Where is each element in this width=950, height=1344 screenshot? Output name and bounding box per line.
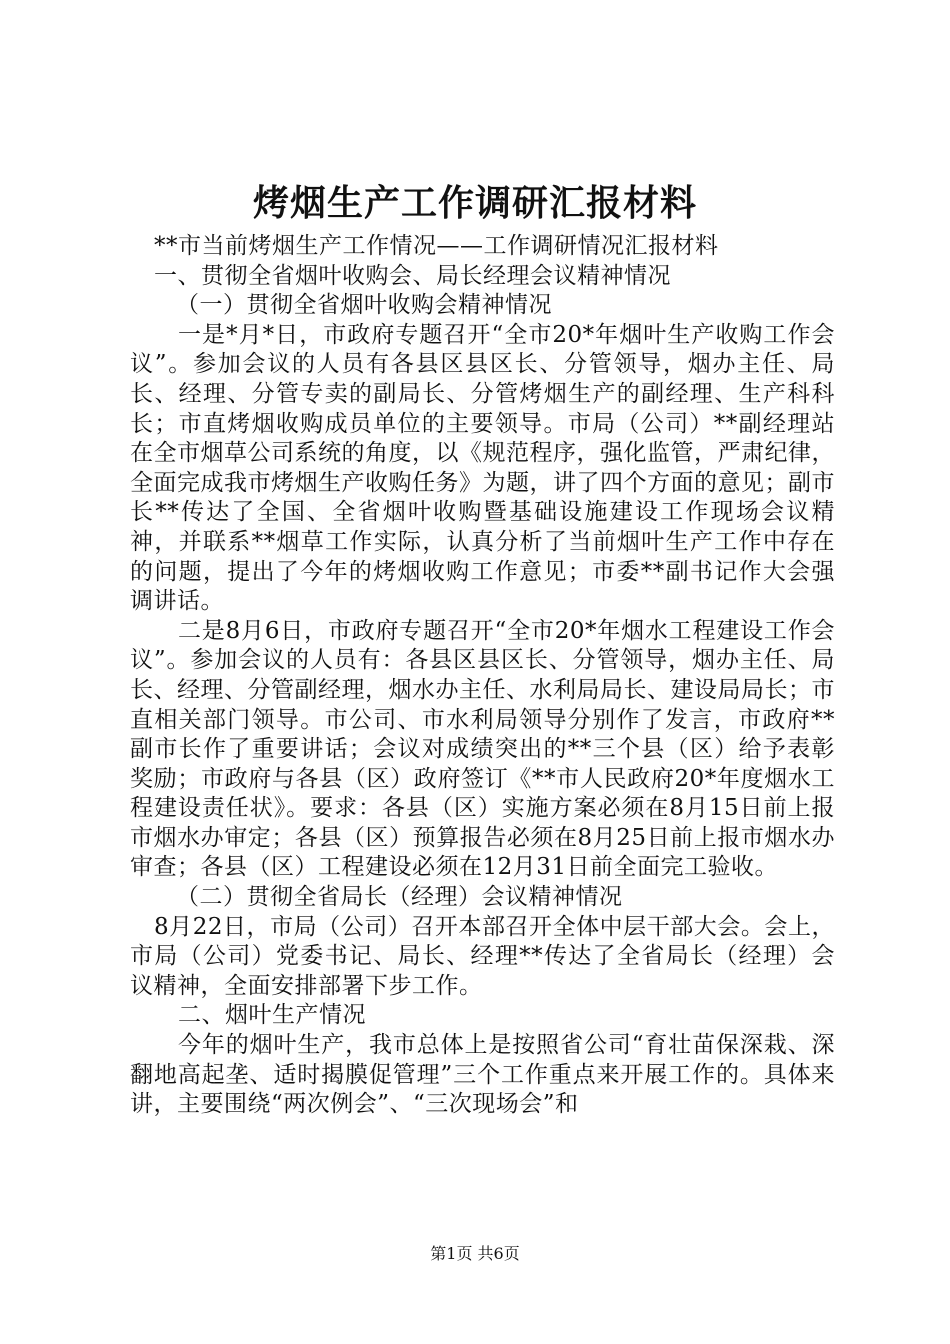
section-heading-1: 一、贯彻全省烟叶收购会、局长经理会议精神情况 <box>154 262 671 289</box>
subsection-heading-2: （二）贯彻全省局长（经理）会议精神情况 <box>176 884 623 911</box>
page-number-footer: 第1页 共6页 <box>430 1244 520 1263</box>
subtitle-line: **市当前烤烟生产工作情况——工作调研情况汇报材料 <box>154 233 719 259</box>
body-paragraph: 8月22日，市局（公司）召开本部召开全体中层干部大会。会上，市局（公司）党委书记、局长、经理**传达了全省局长（经理）会议精神，全面安排部署下步工作。 <box>130 913 835 999</box>
section-heading-2: 二、烟叶生产情况 <box>178 1002 366 1029</box>
body-paragraph: 一是*月*日，市政府专题召开“全市20*年烟叶生产收购工作会议”。参加会议的人员有各县区县区长、分管领导，烟办主任、局长、经理、分管专卖的副局长、分管烤烟生产的副经理、生产科科长；市直烤烟收购成员单位的主要领导。市局（公司）**副经理站在全市烟草公司系统的角度，以《规范程序，强化监管，严肃纪律，全面完成我市烤烟生产收购任务》为题，讲了四个方面的意见；副市长**传达了全国、全省烟叶收购暨基础设施建设工作现场会议精神，并联系**烟草工作实际，认真分析了当前烟叶生产工作中存在的问题，提出了今年的烤烟收购工作意见；市委**副书记作大会强调讲话。 <box>130 321 835 615</box>
subsection-heading-1: （一）贯彻全省烟叶收购会精神情况 <box>176 292 552 319</box>
body-paragraph: 今年的烟叶生产，我市总体上是按照省公司“育壮苗保深栽、深翻地高起垄、适时揭膜促管理”三个工作重点来开展工作的。具体来讲，主要围绕“两次例会”、“三次现场会”和 <box>130 1032 835 1118</box>
body-paragraph: 二是8月6日，市政府专题召开“全市20*年烟水工程建设工作会议”。参加会议的人员有：各县区县区长、分管领导，烟办主任、局长、经理、分管副经理，烟水办主任、水利局局长、建设局局长；市直相关部门领导。市公司、市水利局领导分别作了发言，市政府**副市长作了重要讲话；会议对成绩突出的**三个县（区）给予表彰奖励；市政府与各县（区）政府签订《**市人民政府20*年度烟水工程建设责任状》。要求：各县（区）实施方案必须在8月15日前上报市烟水办审定；各县（区）预算报告必须在8月25日前上报市烟水办审查；各县（区）工程建设必须在12月31日前全面完工验收。 <box>130 617 835 881</box>
document-title: 烤烟生产工作调研汇报材料 <box>252 183 697 224</box>
document-body <box>130 232 835 1120</box>
